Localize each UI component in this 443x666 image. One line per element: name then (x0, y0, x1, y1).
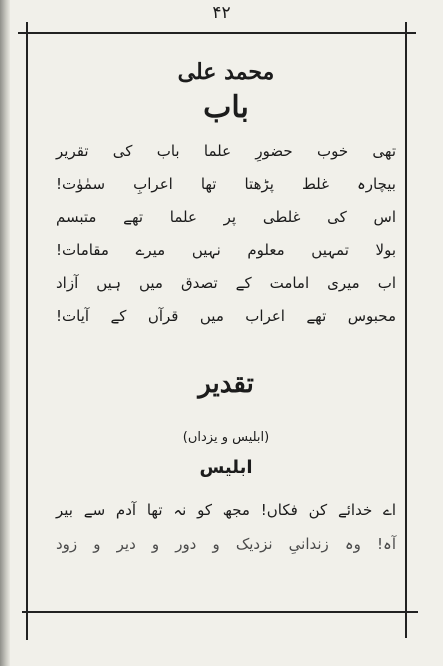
book-spine-shadow (0, 0, 10, 666)
section-heading: تقدیر (198, 369, 254, 399)
frame-bottom-rule (22, 611, 418, 613)
frame-left-rule (26, 22, 28, 640)
poem2-line-2: آہ! وہ زندانیِ نزدیک و دور و دیر و زود (56, 535, 396, 553)
page-content (56, 55, 396, 561)
verse-line-1: تھی خوب حضورِ علما باب کی تقریر (56, 142, 396, 160)
frame-top-rule (18, 32, 416, 34)
verse-line-3: اس کی غلطی پر علما تھے متبسم (56, 208, 396, 226)
verse-line-2: بیچارہ غلط پڑھتا تھا اعرابِ سمٰوٰت! (56, 175, 396, 193)
section-subtitle: (ابلیس و یزداں) (182, 430, 270, 445)
poem-title-line-1: محمد علی (177, 59, 275, 85)
frame-right-rule (405, 22, 407, 638)
verse-line-6: محبوس تھے اعراب میں قرآں کے آیات! (56, 307, 396, 325)
poem-title-line-2: باب (203, 90, 249, 125)
poem-title (56, 55, 396, 125)
verse-line-4: بولا تمہیں معلوم نہیں میرے مقامات! (56, 241, 396, 259)
poem2-line-1: اے خدائے کن فکاں! مجھ کو نہ تھا آدم سے بیر (56, 501, 396, 519)
poem-verse (56, 135, 396, 333)
speaker-name: ابلیس (199, 457, 253, 478)
poem2-verse (56, 493, 396, 561)
verse-line-5: اب میری امامت کے تصدق میں ہیں آزاد (56, 274, 396, 292)
page-number: ۴۲ (212, 3, 231, 23)
